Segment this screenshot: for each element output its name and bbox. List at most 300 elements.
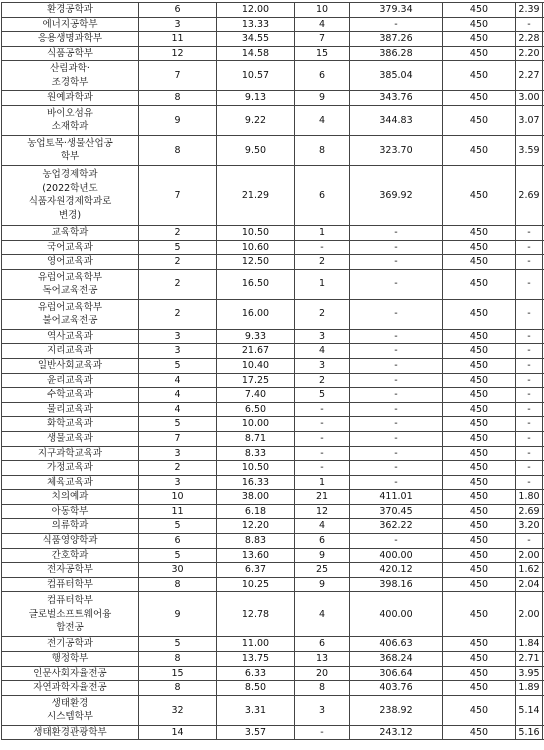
grade-cell: 2.28 <box>516 32 543 47</box>
max-score-cell: 450 <box>443 299 516 329</box>
score-cell: - <box>350 446 443 461</box>
department-cell: 농업토목·생물산업공 학부 <box>2 135 139 165</box>
additional-pass-cell: 2 <box>295 373 350 388</box>
grade-cell: 3.59 <box>516 135 543 165</box>
score-cell: 369.92 <box>350 165 443 225</box>
additional-pass-cell: - <box>295 725 350 740</box>
table-row <box>2 255 543 270</box>
quota-cell: 3 <box>139 475 217 490</box>
department-cell: 가정교육과 <box>2 461 139 476</box>
competition-rate-cell: 9.50 <box>217 135 295 165</box>
score-cell: - <box>350 240 443 255</box>
score-cell: 403.76 <box>350 681 443 696</box>
score-cell: 387.26 <box>350 32 443 47</box>
grade-cell: - <box>516 446 543 461</box>
quota-cell: 9 <box>139 105 217 135</box>
grade-cell: - <box>516 240 543 255</box>
max-score-cell: 450 <box>443 240 516 255</box>
table-row <box>2 17 543 32</box>
department-cell: 환경공학과 <box>2 3 139 18</box>
score-cell: 306.64 <box>350 666 443 681</box>
grade-cell: 2.04 <box>516 577 543 592</box>
quota-cell: 11 <box>139 504 217 519</box>
table-row <box>2 3 543 18</box>
department-cell: 컴퓨터학부 <box>2 577 139 592</box>
grade-cell: 2.27 <box>516 61 543 91</box>
quota-cell: 30 <box>139 563 217 578</box>
score-cell: - <box>350 431 443 446</box>
score-cell: 400.00 <box>350 548 443 563</box>
max-score-cell: 450 <box>443 105 516 135</box>
grade-cell: - <box>516 358 543 373</box>
grade-cell: 2.71 <box>516 652 543 667</box>
max-score-cell: 450 <box>443 577 516 592</box>
additional-pass-cell: 1 <box>295 225 350 240</box>
score-cell: - <box>350 358 443 373</box>
additional-pass-cell: 1 <box>295 475 350 490</box>
max-score-cell: 450 <box>443 563 516 578</box>
competition-rate-cell: 10.40 <box>217 358 295 373</box>
table-row <box>2 344 543 359</box>
grade-cell: 3.07 <box>516 105 543 135</box>
additional-pass-cell: 4 <box>295 344 350 359</box>
table-row <box>2 358 543 373</box>
grade-cell: 1.84 <box>516 637 543 652</box>
additional-pass-cell: 8 <box>295 681 350 696</box>
competition-rate-cell: 9.33 <box>217 329 295 344</box>
grade-cell: 2.20 <box>516 46 543 61</box>
additional-pass-cell: 12 <box>295 504 350 519</box>
score-cell: 368.24 <box>350 652 443 667</box>
quota-cell: 12 <box>139 46 217 61</box>
competition-rate-cell: 9.22 <box>217 105 295 135</box>
department-cell: 응용생명과학부 <box>2 32 139 47</box>
table-row <box>2 577 543 592</box>
department-cell: 지구과학교육과 <box>2 446 139 461</box>
department-cell: 에너지공학부 <box>2 17 139 32</box>
grade-cell: - <box>516 269 543 299</box>
score-cell: 420.12 <box>350 563 443 578</box>
competition-rate-cell: 9.13 <box>217 91 295 106</box>
max-score-cell: 450 <box>443 61 516 91</box>
additional-pass-cell: 4 <box>295 105 350 135</box>
score-cell: - <box>350 373 443 388</box>
grade-cell: 1.62 <box>516 563 543 578</box>
score-cell: - <box>350 255 443 270</box>
quota-cell: 8 <box>139 652 217 667</box>
table-row <box>2 695 543 725</box>
quota-cell: 3 <box>139 329 217 344</box>
grade-cell: - <box>516 373 543 388</box>
grade-cell: - <box>516 417 543 432</box>
grade-cell: 2.69 <box>516 165 543 225</box>
grade-cell: - <box>516 475 543 490</box>
quota-cell: 8 <box>139 681 217 696</box>
quota-cell: 3 <box>139 446 217 461</box>
score-cell: 323.70 <box>350 135 443 165</box>
score-cell: - <box>350 388 443 403</box>
quota-cell: 5 <box>139 519 217 534</box>
quota-cell: 8 <box>139 135 217 165</box>
quota-cell: 32 <box>139 695 217 725</box>
max-score-cell: 450 <box>443 329 516 344</box>
max-score-cell: 450 <box>443 269 516 299</box>
additional-pass-cell: 6 <box>295 637 350 652</box>
additional-pass-cell: 8 <box>295 135 350 165</box>
grade-cell: - <box>516 431 543 446</box>
max-score-cell: 450 <box>443 388 516 403</box>
additional-pass-cell: - <box>295 417 350 432</box>
quota-cell: 5 <box>139 240 217 255</box>
competition-rate-cell: 12.20 <box>217 519 295 534</box>
score-cell: - <box>350 534 443 549</box>
quota-cell: 2 <box>139 461 217 476</box>
department-cell: 생태환경관광학부 <box>2 725 139 740</box>
max-score-cell: 450 <box>443 475 516 490</box>
score-cell: - <box>350 402 443 417</box>
competition-rate-cell: 16.33 <box>217 475 295 490</box>
additional-pass-cell: - <box>295 240 350 255</box>
department-cell: 식품공학부 <box>2 46 139 61</box>
competition-rate-cell: 12.00 <box>217 3 295 18</box>
competition-rate-cell: 10.50 <box>217 225 295 240</box>
table-row <box>2 61 543 91</box>
grade-cell: - <box>516 388 543 403</box>
max-score-cell: 450 <box>443 534 516 549</box>
table-row <box>2 504 543 519</box>
competition-rate-cell: 16.00 <box>217 299 295 329</box>
table-row <box>2 240 543 255</box>
department-cell: 체육교육과 <box>2 475 139 490</box>
quota-cell: 2 <box>139 269 217 299</box>
max-score-cell: 450 <box>443 135 516 165</box>
additional-pass-cell: 25 <box>295 563 350 578</box>
competition-rate-cell: 6.37 <box>217 563 295 578</box>
competition-rate-cell: 3.57 <box>217 725 295 740</box>
max-score-cell: 450 <box>443 519 516 534</box>
competition-rate-cell: 10.60 <box>217 240 295 255</box>
score-cell: 398.16 <box>350 577 443 592</box>
quota-cell: 4 <box>139 388 217 403</box>
max-score-cell: 450 <box>443 446 516 461</box>
max-score-cell: 450 <box>443 681 516 696</box>
department-cell: 간호학과 <box>2 548 139 563</box>
additional-pass-cell: 7 <box>295 32 350 47</box>
max-score-cell: 450 <box>443 225 516 240</box>
additional-pass-cell: 9 <box>295 577 350 592</box>
max-score-cell: 450 <box>443 695 516 725</box>
table-row <box>2 32 543 47</box>
table-row <box>2 91 543 106</box>
department-cell: 윤리교육과 <box>2 373 139 388</box>
quota-cell: 7 <box>139 165 217 225</box>
score-cell: 370.45 <box>350 504 443 519</box>
max-score-cell: 450 <box>443 344 516 359</box>
competition-rate-cell: 17.25 <box>217 373 295 388</box>
quota-cell: 2 <box>139 225 217 240</box>
competition-rate-cell: 10.25 <box>217 577 295 592</box>
department-cell: 식품영양학과 <box>2 534 139 549</box>
table-row <box>2 637 543 652</box>
quota-cell: 7 <box>139 61 217 91</box>
quota-cell: 10 <box>139 490 217 505</box>
max-score-cell: 450 <box>443 548 516 563</box>
department-cell: 물리교육과 <box>2 402 139 417</box>
additional-pass-cell: - <box>295 461 350 476</box>
additional-pass-cell: 9 <box>295 548 350 563</box>
table-row <box>2 269 543 299</box>
additional-pass-cell: 4 <box>295 519 350 534</box>
table-row <box>2 402 543 417</box>
competition-rate-cell: 12.50 <box>217 255 295 270</box>
quota-cell: 5 <box>139 548 217 563</box>
grade-cell: - <box>516 299 543 329</box>
max-score-cell: 450 <box>443 666 516 681</box>
quota-cell: 4 <box>139 373 217 388</box>
competition-rate-cell: 7.40 <box>217 388 295 403</box>
table-body <box>2 3 543 740</box>
additional-pass-cell: 6 <box>295 534 350 549</box>
table-row <box>2 519 543 534</box>
table-row <box>2 105 543 135</box>
department-cell: 일반사회교육과 <box>2 358 139 373</box>
grade-cell: 2.39 <box>516 3 543 18</box>
additional-pass-cell: 3 <box>295 695 350 725</box>
grade-cell: 2.69 <box>516 504 543 519</box>
department-cell: 전자공학부 <box>2 563 139 578</box>
additional-pass-cell: 15 <box>295 46 350 61</box>
department-cell: 바이오섬유 소재학과 <box>2 105 139 135</box>
competition-rate-cell: 10.50 <box>217 461 295 476</box>
competition-rate-cell: 21.29 <box>217 165 295 225</box>
table-row <box>2 666 543 681</box>
score-cell: 243.12 <box>350 725 443 740</box>
table-row <box>2 329 543 344</box>
score-cell: 406.63 <box>350 637 443 652</box>
additional-pass-cell: - <box>295 431 350 446</box>
score-cell: - <box>350 17 443 32</box>
additional-pass-cell: 5 <box>295 388 350 403</box>
department-cell: 아동학부 <box>2 504 139 519</box>
additional-pass-cell: 10 <box>295 3 350 18</box>
grade-cell: - <box>516 225 543 240</box>
department-cell: 의류학과 <box>2 519 139 534</box>
table-row <box>2 417 543 432</box>
additional-pass-cell: 4 <box>295 17 350 32</box>
competition-rate-cell: 34.55 <box>217 32 295 47</box>
table-row <box>2 299 543 329</box>
max-score-cell: 450 <box>443 46 516 61</box>
score-cell: 238.92 <box>350 695 443 725</box>
department-cell: 행정학부 <box>2 652 139 667</box>
quota-cell: 8 <box>139 91 217 106</box>
max-score-cell: 450 <box>443 402 516 417</box>
quota-cell: 6 <box>139 534 217 549</box>
table-row <box>2 725 543 740</box>
competition-rate-cell: 8.83 <box>217 534 295 549</box>
table-row <box>2 373 543 388</box>
quota-cell: 5 <box>139 417 217 432</box>
grade-cell: - <box>516 329 543 344</box>
max-score-cell: 450 <box>443 725 516 740</box>
department-cell: 전기공학과 <box>2 637 139 652</box>
score-cell: - <box>350 329 443 344</box>
department-cell: 원예과학과 <box>2 91 139 106</box>
additional-pass-cell: 2 <box>295 299 350 329</box>
competition-rate-cell: 6.33 <box>217 666 295 681</box>
department-cell: 유럽어교육학부 불어교육전공 <box>2 299 139 329</box>
additional-pass-cell: 4 <box>295 592 350 637</box>
table-row <box>2 548 543 563</box>
grade-cell: - <box>516 534 543 549</box>
grade-cell: - <box>516 461 543 476</box>
grade-cell: 5.16 <box>516 725 543 740</box>
competition-rate-cell: 6.18 <box>217 504 295 519</box>
additional-pass-cell: - <box>295 402 350 417</box>
table-row <box>2 534 543 549</box>
department-cell: 국어교육과 <box>2 240 139 255</box>
table-row <box>2 475 543 490</box>
quota-cell: 2 <box>139 299 217 329</box>
quota-cell: 2 <box>139 255 217 270</box>
competition-rate-cell: 12.78 <box>217 592 295 637</box>
additional-pass-cell: - <box>295 446 350 461</box>
competition-rate-cell: 8.71 <box>217 431 295 446</box>
additional-pass-cell: 9 <box>295 91 350 106</box>
grade-cell: - <box>516 255 543 270</box>
department-cell: 컴퓨터학부 글로벌소프트웨어융 합전공 <box>2 592 139 637</box>
table-row <box>2 165 543 225</box>
grade-cell: 2.00 <box>516 548 543 563</box>
department-cell: 생태환경 시스템학부 <box>2 695 139 725</box>
max-score-cell: 450 <box>443 373 516 388</box>
competition-rate-cell: 16.50 <box>217 269 295 299</box>
quota-cell: 7 <box>139 431 217 446</box>
table-row <box>2 446 543 461</box>
department-cell: 유럽어교육학부 독어교육전공 <box>2 269 139 299</box>
max-score-cell: 450 <box>443 461 516 476</box>
grade-cell: 5.14 <box>516 695 543 725</box>
quota-cell: 5 <box>139 358 217 373</box>
table-row <box>2 490 543 505</box>
grade-cell: 3.00 <box>516 91 543 106</box>
quota-cell: 3 <box>139 344 217 359</box>
additional-pass-cell: 3 <box>295 329 350 344</box>
grade-cell: - <box>516 17 543 32</box>
grade-cell: 1.80 <box>516 490 543 505</box>
max-score-cell: 450 <box>443 91 516 106</box>
score-cell: 379.34 <box>350 3 443 18</box>
department-cell: 자연과학자율전공 <box>2 681 139 696</box>
score-cell: 400.00 <box>350 592 443 637</box>
grade-cell: 1.89 <box>516 681 543 696</box>
additional-pass-cell: 6 <box>295 165 350 225</box>
table-row <box>2 563 543 578</box>
score-cell: - <box>350 225 443 240</box>
score-cell: - <box>350 299 443 329</box>
score-cell: - <box>350 269 443 299</box>
score-cell: 386.28 <box>350 46 443 61</box>
score-cell: 385.04 <box>350 61 443 91</box>
competition-rate-cell: 3.31 <box>217 695 295 725</box>
max-score-cell: 450 <box>443 431 516 446</box>
department-cell: 인문사회자율전공 <box>2 666 139 681</box>
competition-rate-cell: 10.57 <box>217 61 295 91</box>
table-row <box>2 46 543 61</box>
quota-cell: 15 <box>139 666 217 681</box>
department-cell: 지리교육과 <box>2 344 139 359</box>
table-row <box>2 592 543 637</box>
score-cell: 343.76 <box>350 91 443 106</box>
table-row <box>2 388 543 403</box>
department-cell: 교육학과 <box>2 225 139 240</box>
table-row <box>2 681 543 696</box>
max-score-cell: 450 <box>443 592 516 637</box>
quota-cell: 5 <box>139 637 217 652</box>
grade-cell: 3.20 <box>516 519 543 534</box>
additional-pass-cell: 13 <box>295 652 350 667</box>
quota-cell: 6 <box>139 3 217 18</box>
score-cell: - <box>350 475 443 490</box>
quota-cell: 4 <box>139 402 217 417</box>
table-row <box>2 652 543 667</box>
additional-pass-cell: 1 <box>295 269 350 299</box>
competition-rate-cell: 13.60 <box>217 548 295 563</box>
max-score-cell: 450 <box>443 417 516 432</box>
admissions-table <box>1 2 543 740</box>
grade-cell: 3.95 <box>516 666 543 681</box>
max-score-cell: 450 <box>443 17 516 32</box>
max-score-cell: 450 <box>443 165 516 225</box>
quota-cell: 14 <box>139 725 217 740</box>
max-score-cell: 450 <box>443 504 516 519</box>
max-score-cell: 450 <box>443 652 516 667</box>
competition-rate-cell: 10.00 <box>217 417 295 432</box>
department-cell: 역사교육과 <box>2 329 139 344</box>
competition-rate-cell: 38.00 <box>217 490 295 505</box>
score-cell: - <box>350 344 443 359</box>
competition-rate-cell: 21.67 <box>217 344 295 359</box>
additional-pass-cell: 20 <box>295 666 350 681</box>
department-cell: 치의예과 <box>2 490 139 505</box>
table-row <box>2 225 543 240</box>
competition-rate-cell: 13.33 <box>217 17 295 32</box>
additional-pass-cell: 2 <box>295 255 350 270</box>
quota-cell: 3 <box>139 17 217 32</box>
grade-cell: - <box>516 344 543 359</box>
score-cell: 362.22 <box>350 519 443 534</box>
max-score-cell: 450 <box>443 3 516 18</box>
department-cell: 영어교육과 <box>2 255 139 270</box>
additional-pass-cell: 3 <box>295 358 350 373</box>
department-cell: 산림과학· 조경학부 <box>2 61 139 91</box>
max-score-cell: 450 <box>443 32 516 47</box>
max-score-cell: 450 <box>443 490 516 505</box>
grade-cell: 2.00 <box>516 592 543 637</box>
competition-rate-cell: 8.50 <box>217 681 295 696</box>
competition-rate-cell: 6.50 <box>217 402 295 417</box>
department-cell: 화학교육과 <box>2 417 139 432</box>
competition-rate-cell: 8.33 <box>217 446 295 461</box>
table-row <box>2 431 543 446</box>
quota-cell: 9 <box>139 592 217 637</box>
table-row <box>2 135 543 165</box>
score-cell: 411.01 <box>350 490 443 505</box>
grade-cell: - <box>516 402 543 417</box>
department-cell: 생물교육과 <box>2 431 139 446</box>
max-score-cell: 450 <box>443 255 516 270</box>
additional-pass-cell: 6 <box>295 61 350 91</box>
